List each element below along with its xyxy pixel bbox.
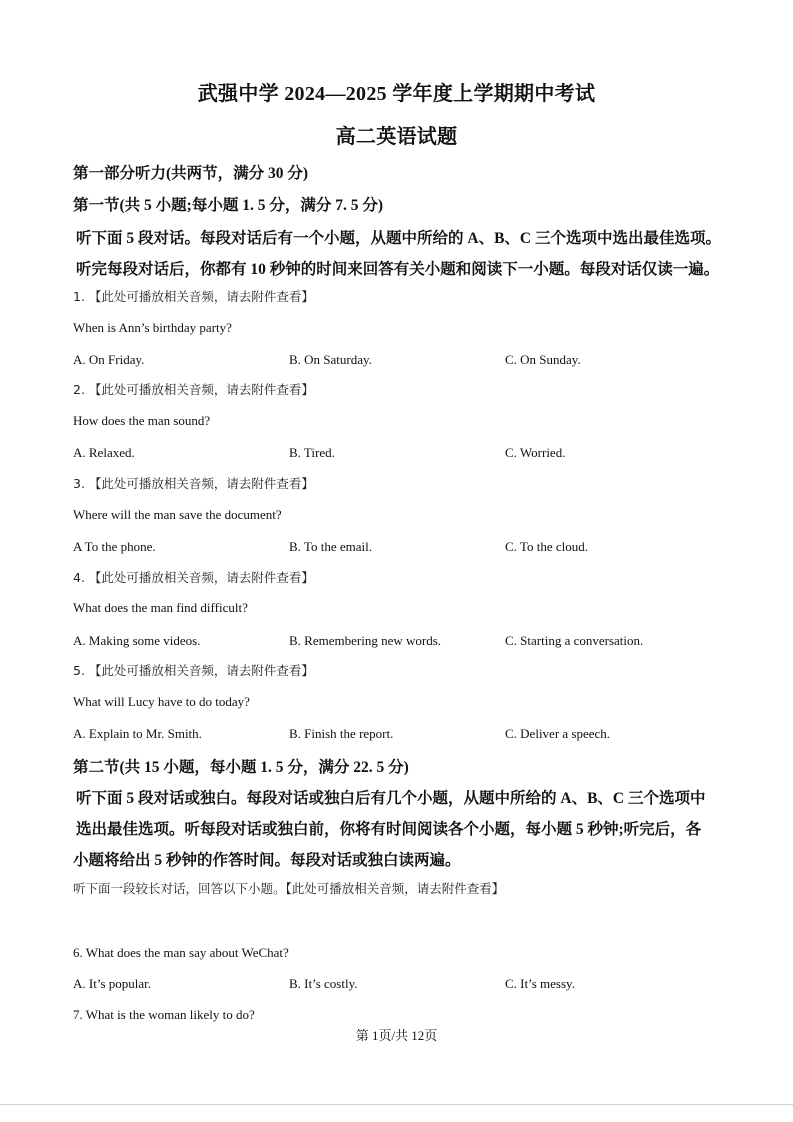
q1-option-c[interactable]: C. On Sunday.	[505, 352, 581, 367]
page-bottom-divider	[0, 1104, 793, 1105]
q3-option-a[interactable]: A To the phone.	[73, 539, 156, 554]
q2-option-b[interactable]: B. Tired.	[289, 445, 335, 460]
q1-option-a[interactable]: A. On Friday.	[73, 352, 145, 367]
q7-text: 7. What is the woman likely to do?	[73, 1007, 255, 1022]
q2-audio-note: 2. 【此处可播放相关音频，请去附件查看】	[73, 382, 314, 397]
section2-instruction-line3: 小题将给出 5 秒钟的作答时间。每段对话或独白读两遍。	[73, 852, 461, 869]
q5-option-a[interactable]: A. Explain to Mr. Smith.	[73, 726, 202, 741]
q3-text: Where will the man save the document?	[73, 507, 282, 522]
exam-title: 武强中学 2024—2025 学年度上学期期中考试	[197, 83, 596, 105]
q3-audio-note: 3. 【此处可播放相关音频，请去附件查看】	[73, 476, 314, 491]
q6-option-b[interactable]: B. It’s costly.	[289, 976, 358, 991]
section2-heading: 第二节(共 15 小题，每小题 1. 5 分，满分 22. 5 分)	[73, 759, 409, 776]
section1-instruction-line1: 听下面 5 段对话。每段对话后有一个小题，从题中所给的 A、B、C 三个选项中选出最佳选项。	[76, 230, 721, 247]
q4-option-a[interactable]: A. Making some videos.	[73, 633, 201, 648]
section1-heading: 第一节(共 5 小题;每小题 1. 5 分，满分 7. 5 分)	[73, 197, 383, 214]
q4-option-c[interactable]: C. Starting a conversation.	[505, 633, 644, 648]
q6-option-a[interactable]: A. It’s popular.	[73, 976, 151, 991]
q2-text: How does the man sound?	[73, 413, 211, 428]
q5-text: What will Lucy have to do today?	[73, 694, 250, 709]
q5-audio-note: 5. 【此处可播放相关音频，请去附件查看】	[73, 663, 314, 678]
section2-instruction-line1: 听下面 5 段对话或独白。每段对话或独白后有几个小题，从题中所给的 A、B、C 三个选项中	[76, 790, 706, 807]
q1-option-b[interactable]: B. On Saturday.	[289, 352, 372, 367]
q6-option-c[interactable]: C. It’s messy.	[505, 976, 575, 991]
q1-audio-note: 1. 【此处可播放相关音频，请去附件查看】	[73, 289, 314, 304]
exam-subtitle: 高二英语试题	[335, 126, 458, 148]
q5-option-b[interactable]: B. Finish the report.	[289, 726, 394, 741]
section2-audio-note: 听下面一段较长对话，回答以下小题。【此处可播放相关音频，请去附件查看】	[73, 881, 505, 896]
q4-audio-note: 4. 【此处可播放相关音频，请去附件查看】	[73, 570, 314, 585]
part1-heading: 第一部分听力(共两节，满分 30 分)	[73, 165, 309, 182]
q6-text: 6. What does the man say about WeChat?	[73, 945, 289, 960]
q5-option-c[interactable]: C. Deliver a speech.	[505, 726, 611, 741]
q4-option-b[interactable]: B. Remembering new words.	[289, 633, 442, 648]
q2-option-a[interactable]: A. Relaxed.	[73, 445, 135, 460]
q2-option-c[interactable]: C. Worried.	[505, 445, 566, 460]
section2-instruction-line2: 选出最佳选项。听每段对话或独白前，你将有时间阅读各个小题，每小题 5 秒钟;听完后，各	[76, 821, 702, 838]
q3-option-b[interactable]: B. To the email.	[289, 539, 372, 554]
q1-text: When is Ann’s birthday party?	[73, 320, 232, 335]
q4-text: What does the man find difficult?	[73, 600, 248, 615]
page-number: 第 1页/共 12页	[355, 1028, 438, 1043]
section1-instruction-line2: 听完每段对话后，你都有 10 秒钟的时间来回答有关小题和阅读下一小题。每段对话仅读一遍。	[76, 261, 720, 278]
q3-option-c[interactable]: C. To the cloud.	[505, 539, 588, 554]
